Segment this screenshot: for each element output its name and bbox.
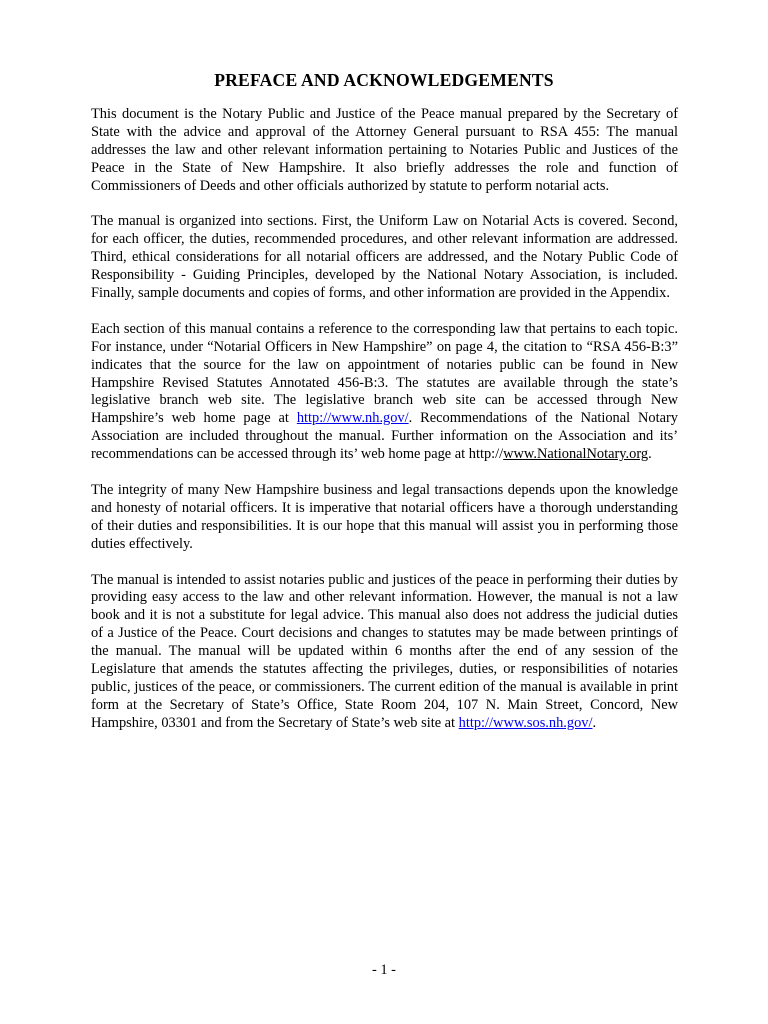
- page-number: - 1 -: [372, 962, 396, 978]
- paragraph-purpose-text-a: The manual is intended to assist notaries public and justices of the peace in performing their duties by providing easy access to the law and other relevant information. However, the manual is not a law book and it is not a substitute for legal advice. This manual also does not address the judicial duties of a Justice of the Peace. Court decisions and changes to statutes may be made between printings of the manual. The manual will be updated within 6 months after the end of any session of the Legislature that amends the statutes affecting the privileges, duties, or responsibilities of notaries public, justices of the peace, or commissioners. The current edition of the manual is available in print form at the Secretary of State’s Office, State Room 204, 107 N. Main Street, Concord, New Hampshire, 03301 and from the Secretary of State’s web site at: [91, 571, 678, 731]
- page-title: PREFACE AND ACKNOWLEDGEMENTS: [214, 70, 554, 90]
- national-notary-url: www.NationalNotary.org: [503, 446, 649, 463]
- paragraph-organization: The manual is organized into sections. First, the Uniform Law on Notarial Acts is covered. Second, for each officer, the duties, recommended procedures, and other relevant information are addressed. Third, ethical considerations for all notarial officers are addressed, and the Notary Public Code of Responsibility - Guiding Principles, developed by the National Notary Association, is included. Finally, sample documents and copies of forms, and other information are provided in the Appendix.: [91, 213, 678, 302]
- nh-gov-link[interactable]: http://www.nh.gov/: [296, 410, 409, 427]
- paragraph-purpose-text-b: .: [592, 714, 597, 731]
- paragraph-integrity: The integrity of many New Hampshire business and legal transactions depends upon the knowledge and honesty of notarial officers. It is imperative that notarial officers have a thorough understanding of their duties and responsibilities. It is our hope that this manual will assist you in performing those duties effectively.: [91, 481, 678, 552]
- paragraph-references-text-c: .: [648, 446, 652, 463]
- paragraph-purpose: [91, 572, 678, 733]
- paragraph-references: [91, 321, 678, 464]
- paragraph-references-text-a: Each section of this manual contains a reference to the corresponding law that pertains to each topic. For instance, under “Notarial Officers in New Hampshire” on page 4, the citation to “RSA 456-B:3” indicates that the source for the law on appointment of notaries public can be found in New Hampshire Revised Statutes Annotated 456-B:3. The statutes are available through the state’s legislative branch web site. The legislative branch web site can be accessed through New Hampshire’s web home page at: [91, 320, 678, 427]
- paragraph-references-text-b: . Recommendations of the National Notary Association are included throughout the manual. Further information on the Association and its’ recommendations can be accessed through its’ web home page at http://: [91, 410, 678, 463]
- document-body: [91, 106, 678, 751]
- paragraph-intro: This document is the Notary Public and Justice of the Peace manual prepared by the Secretary of State with the advice and approval of the Attorney General pursuant to RSA 455: The manual addresses the law and other relevant information pertaining to Notaries Public and Justices of the Peace in the State of New Hampshire. It also briefly addresses the role and function of Commissioners of Deeds and other officials authorized by statute to perform notarial acts.: [91, 106, 678, 194]
- sos-nh-gov-link[interactable]: http://www.sos.nh.gov/: [458, 714, 593, 731]
